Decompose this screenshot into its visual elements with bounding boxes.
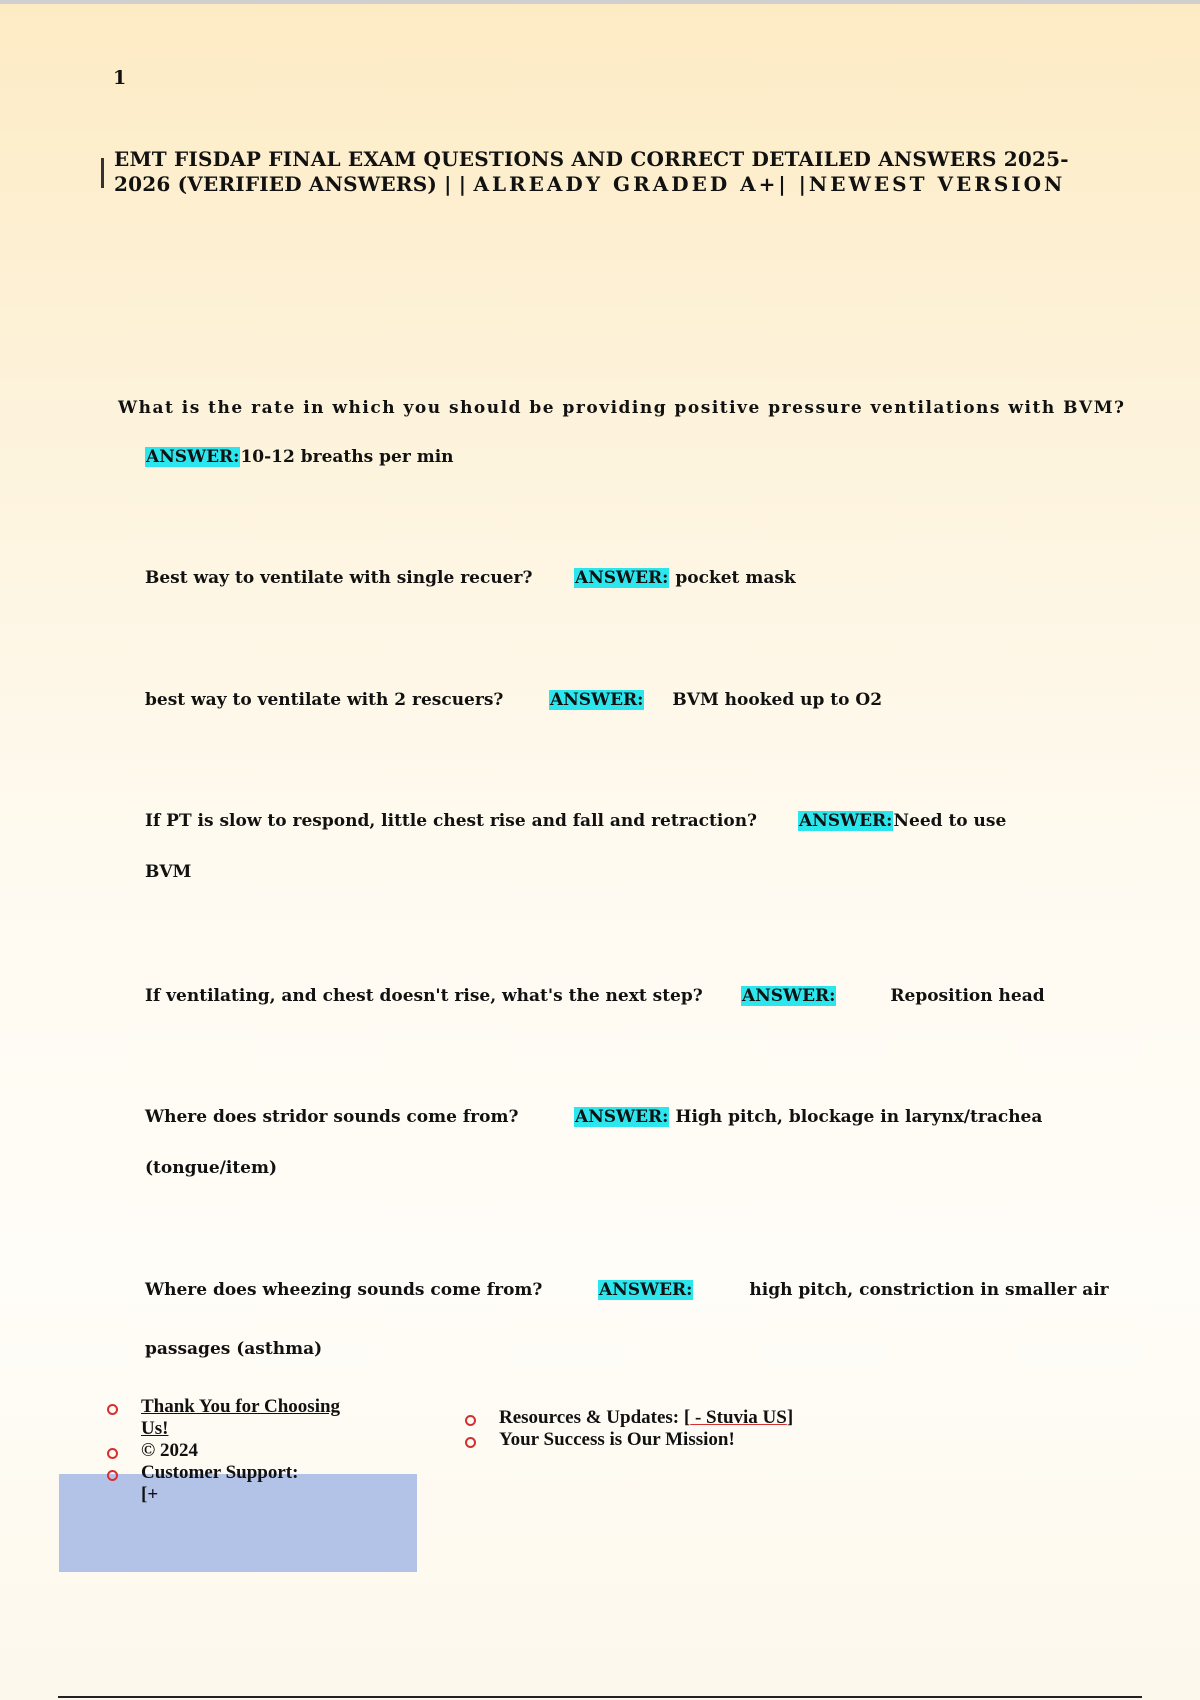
mission-text: Your Success is Our Mission! — [499, 1429, 735, 1450]
footer-right-list — [465, 1407, 925, 1451]
thank-you-line-1[interactable]: Thank You for Choosing — [141, 1396, 341, 1417]
answer-label: ANSWER: — [146, 447, 240, 467]
answer-3-text: BVM hooked up to O2 — [672, 690, 883, 710]
answer-6-continued: (tongue/item) — [145, 1158, 278, 1178]
answer-6-text: High pitch, blockage in larynx/trachea — [675, 1107, 1043, 1127]
footer-support — [107, 1462, 407, 1506]
document-title — [114, 147, 1094, 197]
text-cursor — [101, 158, 104, 188]
footer-left-list — [107, 1396, 407, 1506]
bullet-icon — [465, 1415, 476, 1426]
question-4: If PT is slow to respond, little chest rise and fall and retraction? — [145, 811, 758, 831]
question-3: best way to ventilate with 2 rescuers? — [145, 690, 504, 710]
title-line-2 — [114, 172, 1094, 197]
question-7: Where does wheezing sounds come from? — [145, 1280, 543, 1300]
answer-label: ANSWER: — [550, 690, 644, 710]
question-2: Best way to ventilate with single recuer? — [145, 568, 533, 588]
answer-2-text: pocket mask — [675, 568, 796, 588]
support-label: Customer Support: — [141, 1462, 299, 1483]
title-line-1: EMT FISDAP FINAL EXAM QUESTIONS AND CORRECT DETAILED ANSWERS 2025- — [114, 147, 1069, 171]
bullet-icon — [107, 1470, 118, 1481]
footer-resources — [465, 1407, 925, 1429]
question-1: What is the rate in which you should be providing positive pressure ventilations with BVM? — [118, 398, 1126, 418]
page-number: 1 — [113, 67, 127, 89]
answer-7-text: high pitch, constriction in smaller air — [749, 1280, 1109, 1300]
answer-label: ANSWER: — [799, 811, 893, 831]
copyright-text: © 2024 — [141, 1440, 198, 1461]
footer-copyright — [107, 1440, 407, 1462]
resources-label: Resources & Updates: [ — [499, 1407, 691, 1428]
answer-7-continued: passages (asthma) — [145, 1339, 323, 1359]
answer-label: ANSWER: — [575, 1107, 669, 1127]
answer-7 — [598, 1280, 1109, 1300]
bullet-icon — [107, 1448, 118, 1459]
bullet-icon — [107, 1404, 118, 1415]
answer-4-text: Need to use — [893, 811, 1007, 831]
question-5: If ventilating, and chest doesn't rise, what's the next step? — [145, 986, 703, 1006]
thank-you-line-2[interactable]: Us! — [141, 1418, 169, 1439]
answer-5 — [741, 986, 1045, 1006]
answer-6 — [574, 1107, 1042, 1127]
answer-4 — [798, 811, 1006, 831]
support-value: [+ — [141, 1484, 159, 1505]
answer-label: ANSWER: — [599, 1280, 693, 1300]
bottom-border — [58, 1696, 1142, 1698]
answer-1 — [145, 447, 454, 467]
answer-4-continued: BVM — [145, 862, 192, 882]
top-border — [0, 0, 1200, 4]
bullet-icon — [465, 1437, 476, 1448]
stuvia-link[interactable]: - Stuvia US — [690, 1407, 787, 1428]
answer-1-text: 10-12 breaths per min — [240, 447, 454, 467]
title-line-2a: 2026 (VERIFIED ANSWERS) | | — [114, 172, 467, 196]
footer-thank-you — [107, 1396, 407, 1440]
answer-5-text: Reposition head — [890, 986, 1045, 1006]
answer-3 — [549, 690, 882, 710]
title-line-2b: ALREADY GRADED A+| |NEWEST VERSION — [473, 172, 1066, 196]
resources-close: ] — [786, 1407, 794, 1428]
question-6: Where does stridor sounds come from? — [145, 1107, 519, 1127]
answer-label: ANSWER: — [742, 986, 836, 1006]
footer-mission — [465, 1429, 925, 1451]
answer-label: ANSWER: — [575, 568, 669, 588]
answer-2 — [574, 568, 796, 588]
